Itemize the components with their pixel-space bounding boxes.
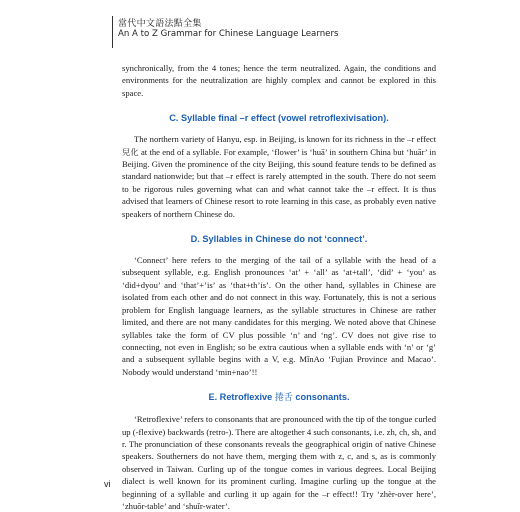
section-c-paragraph [122, 133, 436, 220]
page-number: vi [104, 479, 111, 489]
section-d-heading: D. Syllables in Chinese do not ‘connect’. [190, 234, 368, 245]
running-header [112, 14, 412, 48]
section-c-text-start: The northern variety of Hanyu, esp. in Beijing, is known for its richness in the –r effect [134, 134, 436, 145]
section-c-heading: C. Syllable final –r effect (vowel retroflexivisation). [169, 113, 389, 124]
section-e-heading-chinese: 捲舌 [274, 393, 293, 404]
section-e-paragraph: ‘Retroflexive’ refers to consonants that are pronounced with the tip of the tongue curled up (-flexive) backwards (retro-). There are altogether 4 such consonants, i.e. zh, ch, sh, and r. The pronunciation of these consonants reveals the geographical origin of native Chinese speakers. Southerners do not have them, merging them with z, c, and s, as is commonly observed in Taiwan. Curling up of the tongue comes in various degrees. Local Beijing dialect is well known for its prominent curling. Imagine curling up the tongue at the beginning of a syllable and curling it up again for the –r effect!! Try ‘zhèr-over here’, ‘zhuōr-table’ and ‘shuǐr-water’. [122, 414, 436, 511]
section-c-text-end: at the end of a syllable. For example, ‘flower’ is ‘huā’ in southern China but ‘huār’ in Beijing. Given the prominence of the city Beijing, this sound feature tends to be defined as standard nationwide; but that –r effect is rarely attempted in the south. There do not seem to be rigorous rules governing what can and what cannot take the –r effect. It is thus advised that learners of Chinese resort to rote learning in this case, as probably even native speakers of northern Chinese do. [122, 146, 436, 219]
book-title-english: An A to Z Grammar for Chinese Language Learners [118, 29, 339, 39]
body-text [122, 62, 436, 512]
header-vertical-rule [112, 16, 113, 48]
section-e-heading [122, 391, 436, 404]
book-title-chinese: 當代中文語法點全集 [118, 19, 202, 29]
intro-paragraph: synchronically, from the 4 tones; hence the term neutralized. Again, the conditions and environments for the neutralization are highly complex and cannot be explored in this space. [122, 63, 436, 98]
section-e-heading-start: E. Retroflexive [208, 392, 275, 403]
section-d-paragraph: ‘Connect’ here refers to the merging of the tail of a syllable with the head of a subsequent syllable, e.g. English pronounces ‘at’ + ‘all’ as ‘at+tall’, ‘did’ + ‘you’ as ‘did+dyou’ and ‘that’+’is’ as ‘that+th’is’. On the other hand, syllables in Chinese are isolated from each other and do not connect in this way. Fortunately, this is not a serious problem for English language learners, as the syllable structures in Chinese are rather limited, and there are not many candidates for this merging. We noted above that Chinese syllables take the form of CV plus possible ‘n’ and ‘ng’. CV does not give rise to connecting, not even in English; so be extra cautious when a syllable ends with ‘n’ or ‘g’ and a subsequent syllable begins with a V, e.g. MǐnAo ‘Fujian Province and Macao’. Nobody would understand ‘min+nao’!! [122, 255, 436, 377]
section-c-chinese-term: 兒化 [122, 146, 139, 157]
section-e-heading-end: consonants. [292, 392, 350, 403]
